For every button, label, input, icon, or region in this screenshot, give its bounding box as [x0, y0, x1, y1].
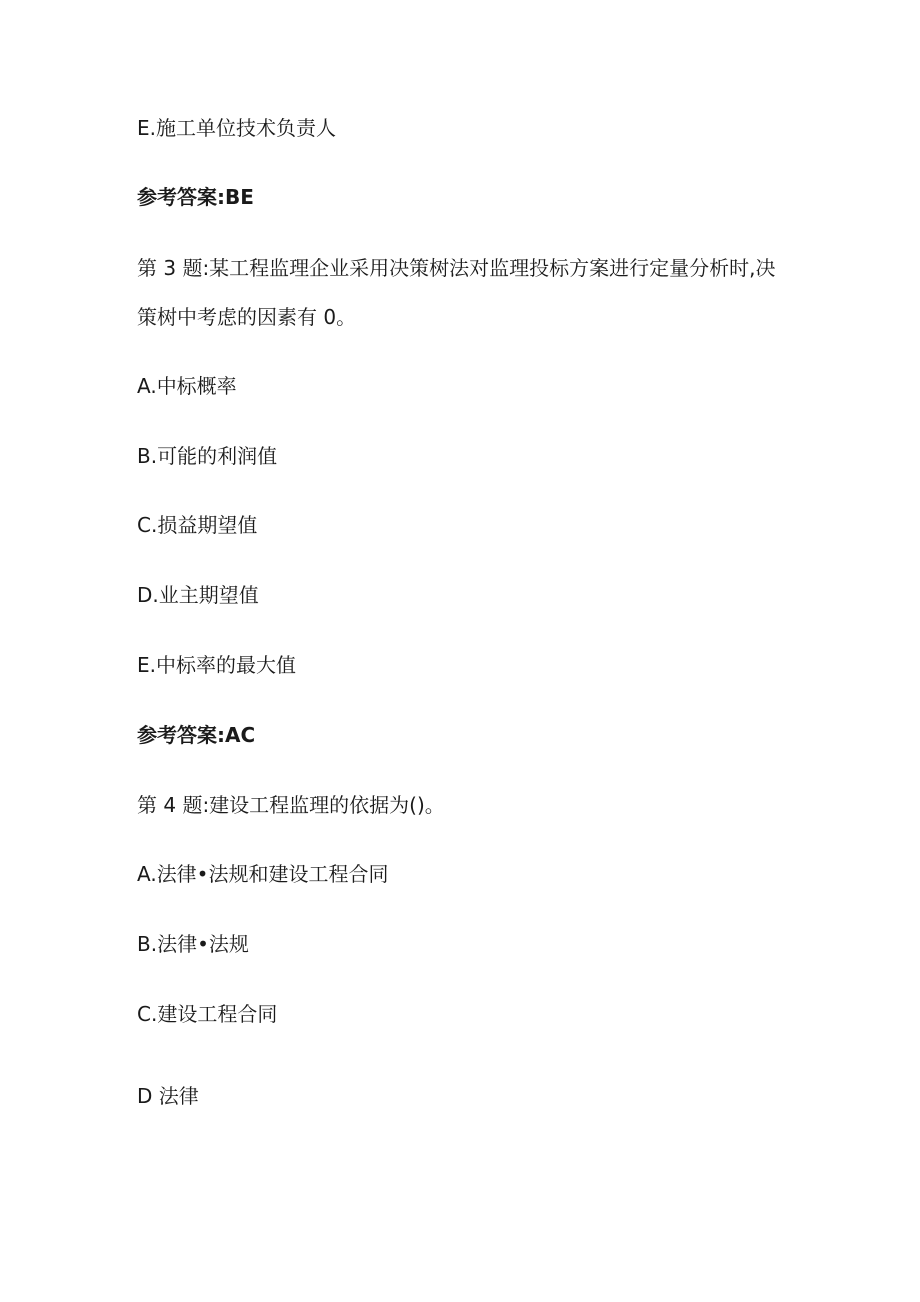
prev-question-answer: 参考答案:BE [137, 185, 254, 209]
question-3-option-b: B.可能的利润值 [137, 444, 278, 468]
question-3-option-c: C.损益期望值 [137, 513, 258, 537]
question-4-option-b: B.法律•法规 [137, 932, 249, 956]
question-3-answer: 参考答案:AC [137, 723, 256, 747]
question-3-option-d: D.业主期望值 [137, 583, 259, 607]
question-3-option-a: A.中标概率 [137, 374, 237, 398]
question-3-stem-line2: 策树中考虑的因素有 0。 [137, 305, 357, 329]
question-3-stem-line1: 第 3 题:某工程监理企业采用决策树法对监理投标方案进行定量分析时,决 [137, 256, 776, 280]
question-4-option-a: A.法律•法规和建设工程合同 [137, 862, 389, 886]
question-3-option-e: E.中标率的最大值 [137, 653, 296, 677]
question-4-option-d: D 法律 [137, 1084, 199, 1108]
question-4-option-c: C.建设工程合同 [137, 1002, 278, 1026]
prev-question-option-e: E.施工单位技术负责人 [137, 116, 336, 140]
question-4-stem: 第 4 题:建设工程监理的依据为()。 [137, 793, 445, 817]
